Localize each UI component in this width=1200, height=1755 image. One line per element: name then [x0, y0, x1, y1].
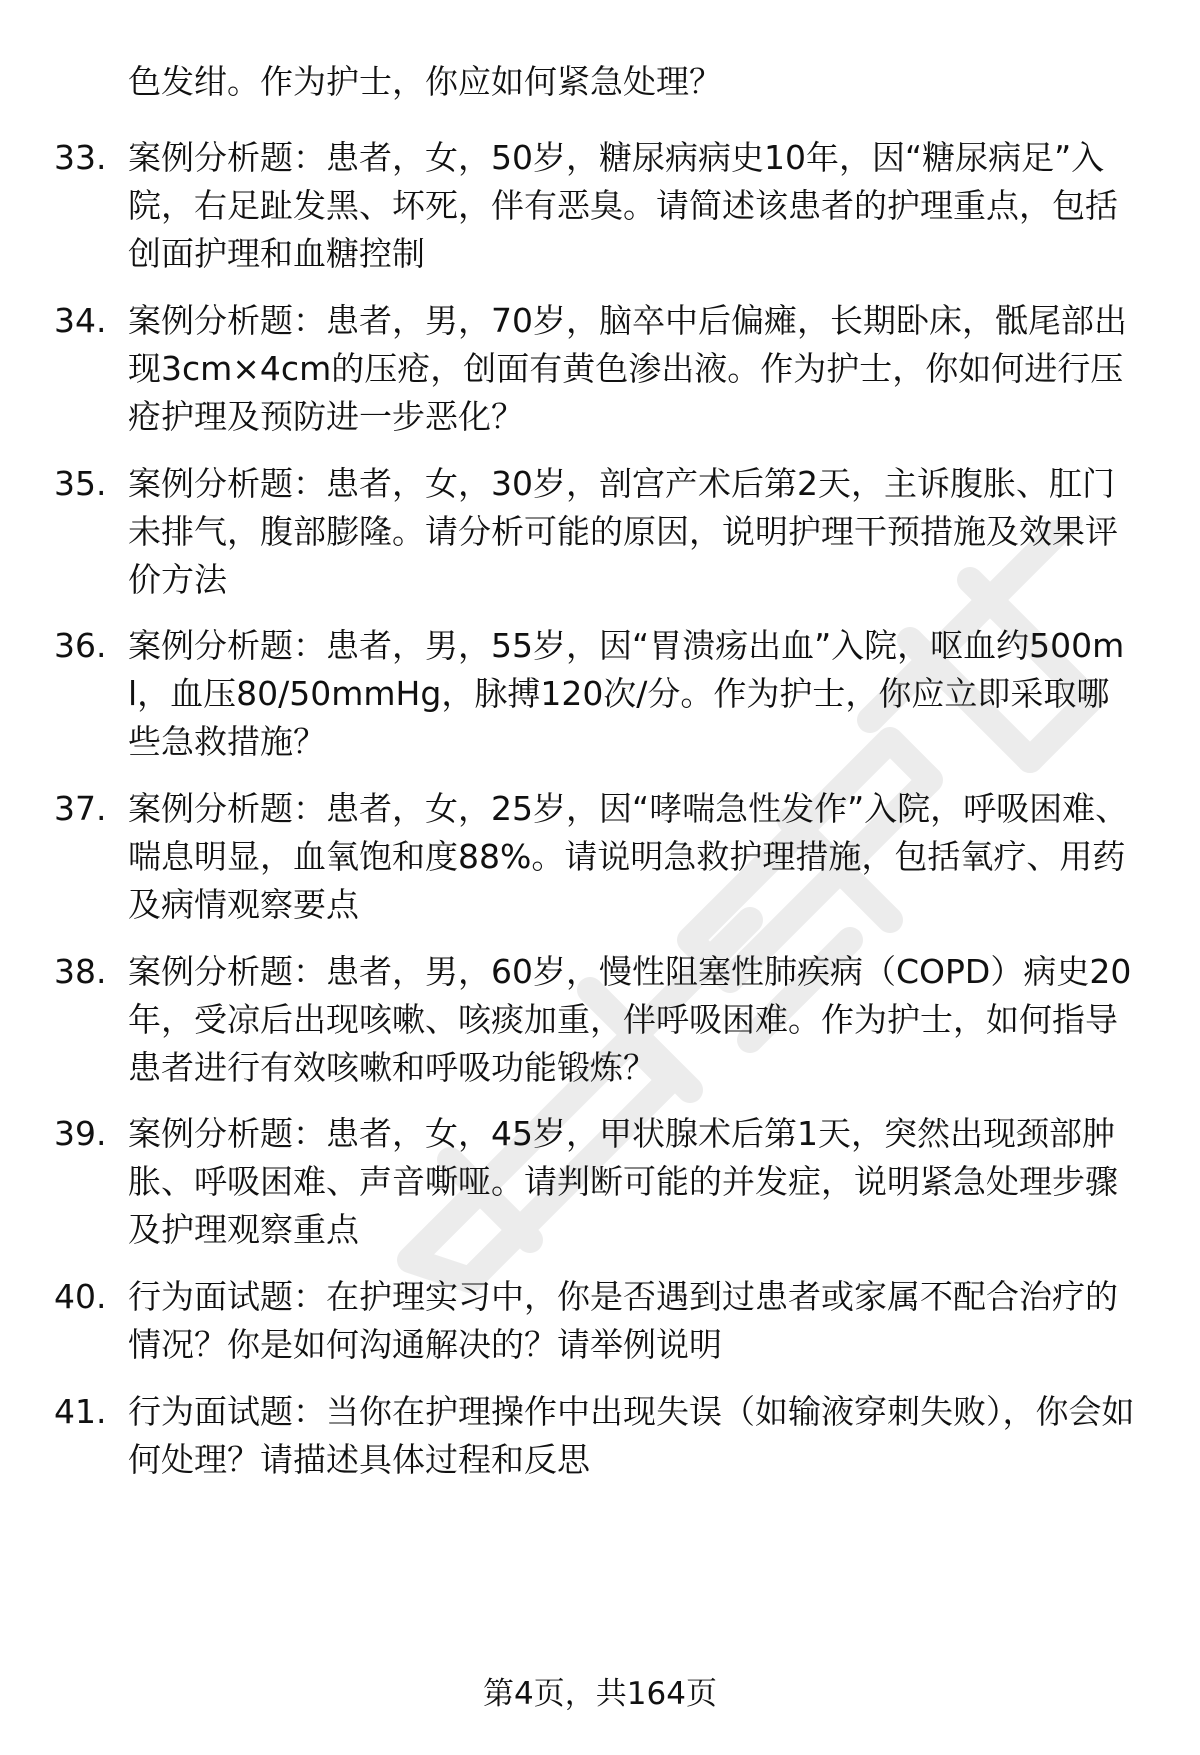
question-number: 34. [54, 301, 107, 340]
continued-question-text: 色发绀。作为护士，你应如何紧急处理？ [128, 62, 722, 101]
question-item [54, 1388, 1144, 1484]
question-item [54, 1110, 1144, 1254]
page-number-footer: 第4页，共164页 [483, 1676, 717, 1712]
question-number: 38. [54, 952, 107, 991]
question-item [54, 297, 1144, 441]
question-text: 案例分析题：患者，男，70岁，脑卒中后偏瘫，长期卧床，骶尾部出现3cm×4cm的压疮，创面有黄色渗出液。作为护士，你如何进行压疮护理及预防进一步恶化？ [128, 301, 1127, 436]
question-text: 行为面试题：在护理实习中，你是否遇到过患者或家属不配合治疗的情况？你是如何沟通解决的？请举例说明 [128, 1277, 1118, 1364]
question-text: 案例分析题：患者，女，25岁，因“哮喘急性发作”入院，呼吸困难、喘息明显，血氧饱和度88%。请说明急救护理措施，包括氧疗、用药及病情观察要点 [128, 789, 1129, 924]
question-text: 行为面试题：当你在护理操作中出现失误（如输液穿刺失败），你会如何处理？请描述具体过程和反思 [128, 1392, 1135, 1479]
question-number: 37. [54, 789, 107, 828]
question-text: 案例分析题：患者，女，45岁，甲状腺术后第1天，突然出现颈部肿胀、呼吸困难、声音嘶哑。请判断可能的并发症，说明紧急处理步骤及护理观察重点 [128, 1114, 1118, 1249]
question-item [54, 785, 1144, 929]
question-item [54, 622, 1144, 766]
question-number: 35. [54, 464, 107, 503]
question-text: 案例分析题：患者，男，60岁，慢性阻塞性肺疾病（COPD）病史20年，受凉后出现咳嗽、咳痰加重，伴呼吸困难。作为护士，如何指导患者进行有效咳嗽和呼吸功能锻炼？ [128, 952, 1132, 1087]
question-item [54, 134, 1144, 278]
question-item [54, 460, 1144, 604]
question-number: 36. [54, 626, 107, 665]
question-number: 40. [54, 1277, 107, 1316]
question-text: 案例分析题：患者，男，55岁，因“胃溃疡出血”入院，呕血约500ml，血压80/50mmHg，脉搏120次/分。作为护士，你应立即采取哪些急救措施？ [128, 626, 1125, 761]
question-text: 案例分析题：患者，女，30岁，剖宫产术后第2天，主诉腹胀、肛门未排气，腹部膨隆。请分析可能的原因，说明护理干预措施及效果评价方法 [128, 464, 1118, 599]
question-item [54, 948, 1144, 1092]
question-number: 33. [54, 138, 107, 177]
question-number: 41. [54, 1392, 107, 1431]
question-number: 39. [54, 1114, 107, 1153]
question-item [54, 1273, 1144, 1369]
question-text: 案例分析题：患者，女，50岁，糖尿病病史10年，因“糖尿病足”入院，右足趾发黑、坏死，伴有恶臭。请简述该患者的护理重点，包括创面护理和血糖控制 [128, 138, 1118, 273]
